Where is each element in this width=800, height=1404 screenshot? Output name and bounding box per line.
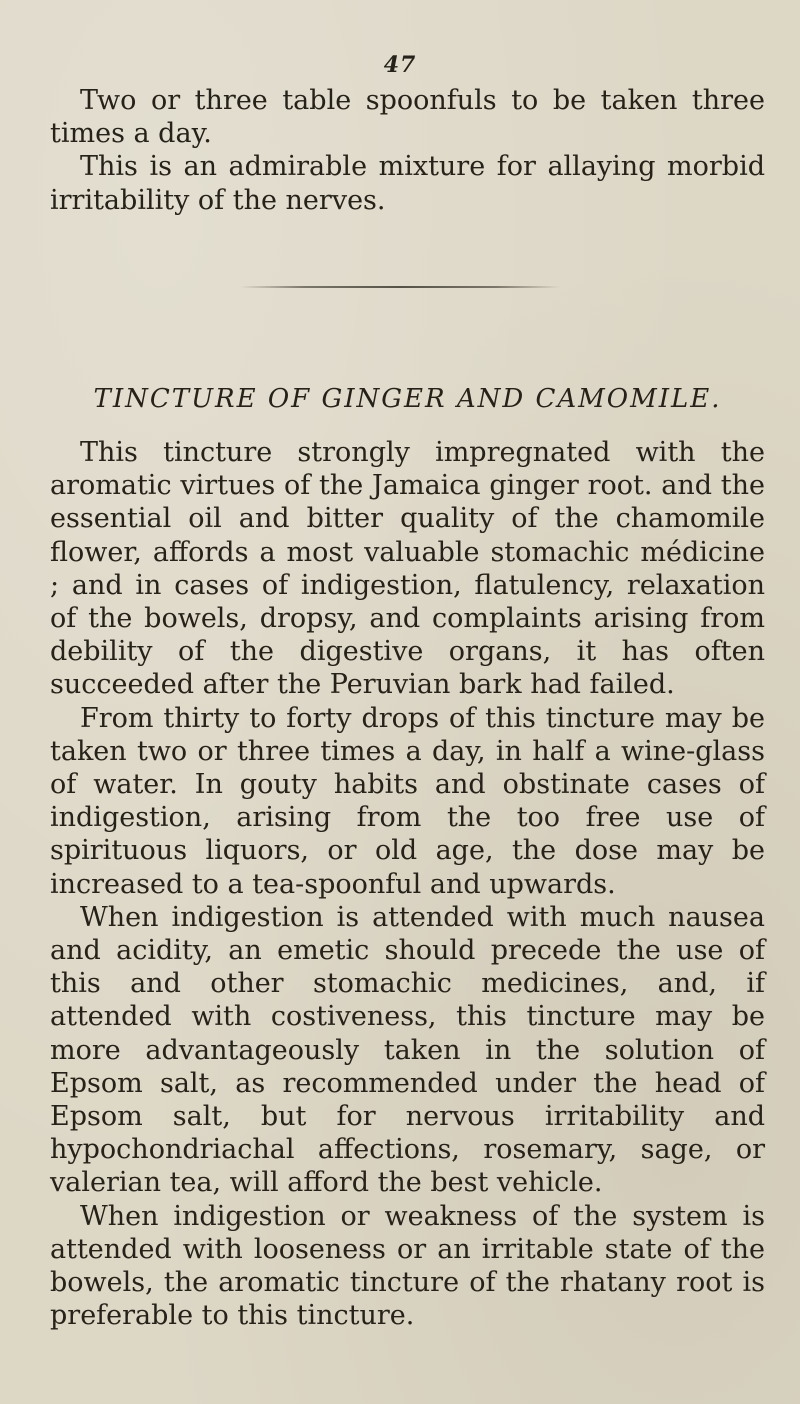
body-paragraph: When indigestion or weakness of the system is attended with looseness or an irritable state of the bowels, the aromatic tincture of the rhatany root is preferable to this tincture. bbox=[50, 1200, 765, 1332]
body-paragraph: When indigestion is attended with much nausea and acidity, an emetic should precede the use of this and other stomachic medicines, and, if attended with costiveness, this tincture may be more advantageously taken in the solution of Epsom salt, as recommended under the head of Epsom salt, but for nervous irritability and hypochondriachal affections, rosemary, sage, or valerian tea, will afford the best vehicle. bbox=[50, 901, 765, 1199]
body-paragraph: This tincture strongly impregnated with the aromatic virtues of the Jamaica ginger root. and the essential oil and bitter quality of the chamomile flower, affords a most valuable stomachic médicine ; and in cases of indigestion, flatulency, relaxation of the bowels, dropsy, and complaints arising from debility of the digestive organs, it has often succeeded after the Peruvian bark had failed. bbox=[50, 437, 765, 701]
body-paragraph: From thirty to forty drops of this tincture may be taken two or three times a day, in half a wine-glass of water. In gouty habits and obstinate cases of indigestion, arising from the too free use of spirituous liquors, or old age, the dose may be increased to a tea-spoonful and upwards. bbox=[50, 702, 765, 900]
intro-section bbox=[50, 84, 765, 217]
page-number: 47 bbox=[383, 52, 417, 78]
section-divider bbox=[240, 286, 560, 288]
section-heading: TINCTURE OF GINGER AND CAMOMILE. bbox=[93, 384, 722, 414]
body-section bbox=[50, 436, 765, 1332]
intro-paragraph: This is an admirable mixture for allaying morbid irritability of the nerves. bbox=[50, 151, 765, 216]
intro-paragraph: Two or three table spoonfuls to be taken three times a day. bbox=[50, 85, 765, 150]
